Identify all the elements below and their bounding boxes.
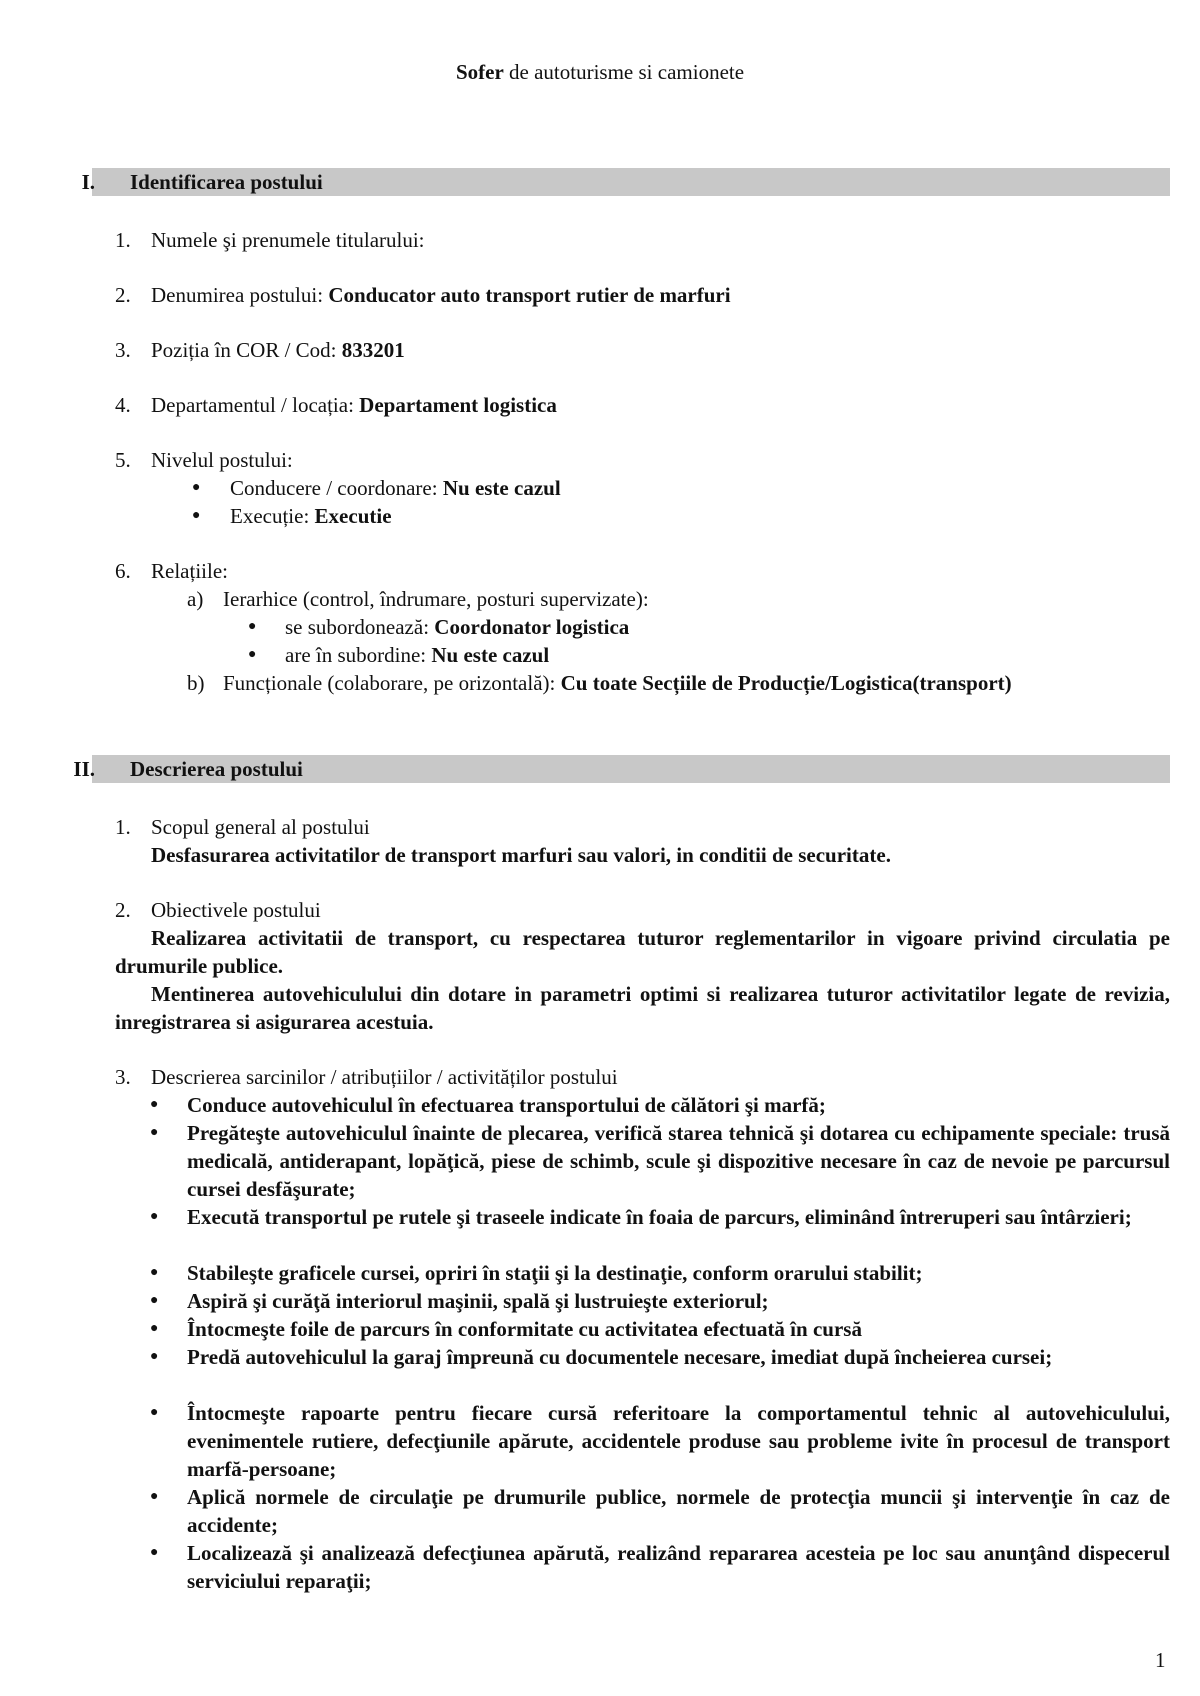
item-letter: b) [187, 671, 205, 695]
field-value: Departament logistica [359, 393, 557, 417]
bullet-icon: ● [150, 1545, 159, 1560]
item-number: 1. [115, 815, 131, 839]
field-label: Relațiile: [151, 559, 228, 583]
task-item: Conduce autovehiculul în efectuarea transportului de călători şi marfă; [187, 1093, 826, 1117]
field-label: Execuție: [230, 504, 315, 528]
field-label: Obiectivele postului [151, 898, 321, 922]
obiectiv-paragraph: Mentinerea autovehiculului din dotare in parametri optimi si realizarea tuturor activitatilor legate de revizia, inregistrarea si asigurarea acestuia. [115, 982, 1170, 1034]
field-label: Numele şi prenumele titularului: [151, 228, 425, 252]
task-item: Pregăteşte autovehiculul înainte de plecarea, verifică starea tehnică şi dotarea cu echipamente speciale: trusă medicală, antiderapant, lopăţică, piese de schimb, scule şi dispozitive necesare în caz de nevoie pe parcursul cursei desfăşurate; [187, 1121, 1170, 1201]
field-value: Nu este cazul [442, 476, 561, 500]
bullet-icon: ● [248, 647, 257, 662]
title-rest: de autoturisme si camionete [503, 60, 745, 84]
task-item: Aplică normele de circulaţie pe drumurile publice, normele de protecţia muncii şi intervenţie în caz de accidente; [187, 1485, 1170, 1537]
field-relatii [115, 557, 228, 585]
field-label: Scopul general al postului [151, 815, 370, 839]
task-item: Aspiră şi curăţă interiorul maşinii, spală şi lustruieşte exteriorul; [187, 1289, 769, 1313]
item-number: 2. [115, 283, 131, 307]
field-titular [115, 226, 425, 254]
bullet-icon: ● [150, 1321, 159, 1336]
bullet-icon: ● [150, 1265, 159, 1280]
section-label: Descrierea postului [130, 757, 303, 781]
section-number: II. [73, 757, 95, 781]
task-item: Predă autovehiculul la garaj împreună cu documentele necesare, imediat după încheierea cursei; [187, 1345, 1053, 1369]
field-departament [115, 391, 557, 419]
field-value: Nu este cazul [431, 643, 550, 667]
bullet-icon: ● [150, 1293, 159, 1308]
scop-text: Desfasurarea activitatilor de transport marfuri sau valori, in conditii de securitate. [151, 843, 891, 867]
page-number: 1 [1155, 1648, 1166, 1672]
item-number: 5. [115, 448, 131, 472]
section-heading-descriere [73, 755, 1170, 783]
task-item: Întocmeşte rapoarte pentru fiecare cursă referitoare la comportamentul tehnic al autovehiculului, evenimentele rutiere, defecţiunile apărute, accidentele produse sau probleme ivite în procesul de transport marfă-persoane; [187, 1401, 1170, 1481]
field-conducere [230, 474, 561, 502]
field-label: Poziția în COR / Cod: [151, 338, 342, 362]
field-value: Conducator auto transport rutier de marfuri [328, 283, 731, 307]
item-number: 3. [115, 338, 131, 362]
item-number: 2. [115, 898, 131, 922]
title-bold: Sofer [455, 60, 504, 84]
field-nivel [115, 446, 293, 474]
document-title [0, 58, 1200, 86]
field-label: Denumirea postului: [151, 283, 329, 307]
field-value: Cu toate Secțiile de Producție/Logistica(transport) [560, 671, 1012, 695]
bullet-icon: ● [192, 480, 201, 495]
section-label: Identificarea postului [130, 170, 323, 194]
item-letter: a) [187, 587, 204, 611]
field-label: se subordonează: [285, 615, 435, 639]
field-label: Funcționale (colaborare, pe orizontală): [223, 671, 561, 695]
bullet-icon: ● [192, 508, 201, 523]
field-label: are în subordine: [285, 643, 432, 667]
item-number: 6. [115, 559, 131, 583]
item-number: 1. [115, 228, 131, 252]
field-scop [115, 813, 370, 841]
field-subordoneaza [285, 613, 629, 641]
field-executie [230, 502, 392, 530]
section-number: I. [81, 170, 95, 194]
field-label: Descrierea sarcinilor / atribuțiilor / activităților postului [151, 1065, 618, 1089]
item-number: 4. [115, 393, 131, 417]
field-label: Nivelul postului: [151, 448, 293, 472]
field-ierarhice [187, 585, 649, 613]
task-item: Execută transportul pe rutele şi traseele indicate în foaia de parcurs, eliminând întreruperi sau întârzieri; [187, 1205, 1132, 1229]
bullet-icon: ● [150, 1209, 159, 1224]
field-label: Conducere / coordonare: [230, 476, 443, 500]
item-number: 3. [115, 1065, 131, 1089]
bullet-icon: ● [248, 619, 257, 634]
bullet-icon: ● [150, 1489, 159, 1504]
field-cor [115, 336, 405, 364]
task-item: Localizează şi analizează defecţiunea apărută, realizând repararea acesteia pe loc sau anunţând dispecerul serviciului reparaţii; [187, 1541, 1170, 1593]
field-value: Coordonator logistica [434, 615, 630, 639]
field-denumire [115, 281, 731, 309]
field-label: Departamentul / locația: [151, 393, 360, 417]
section-heading-identificare [81, 168, 1170, 196]
bullet-icon: ● [150, 1405, 159, 1420]
field-obiective [115, 896, 321, 924]
field-value: 833201 [341, 338, 405, 362]
task-item: Stabileşte graficele cursei, opriri în staţii şi la destinaţie, conform orarului stabilit; [187, 1261, 923, 1285]
field-value: Executie [314, 504, 392, 528]
field-functionale [187, 669, 1012, 697]
bullet-icon: ● [150, 1349, 159, 1364]
obiectiv-paragraph: Realizarea activitatii de transport, cu respectarea tuturor reglementarilor in vigoare privind circulatia pe drumurile publice. [115, 926, 1170, 978]
task-item: Întocmeşte foile de parcurs în conformitate cu activitatea efectuată în cursă [187, 1317, 862, 1341]
field-label: Ierarhice (control, îndrumare, posturi supervizate): [223, 587, 649, 611]
bullet-icon: ● [150, 1097, 159, 1112]
bullet-icon: ● [150, 1125, 159, 1140]
field-sarcini [115, 1063, 618, 1091]
field-subordine [285, 641, 549, 669]
